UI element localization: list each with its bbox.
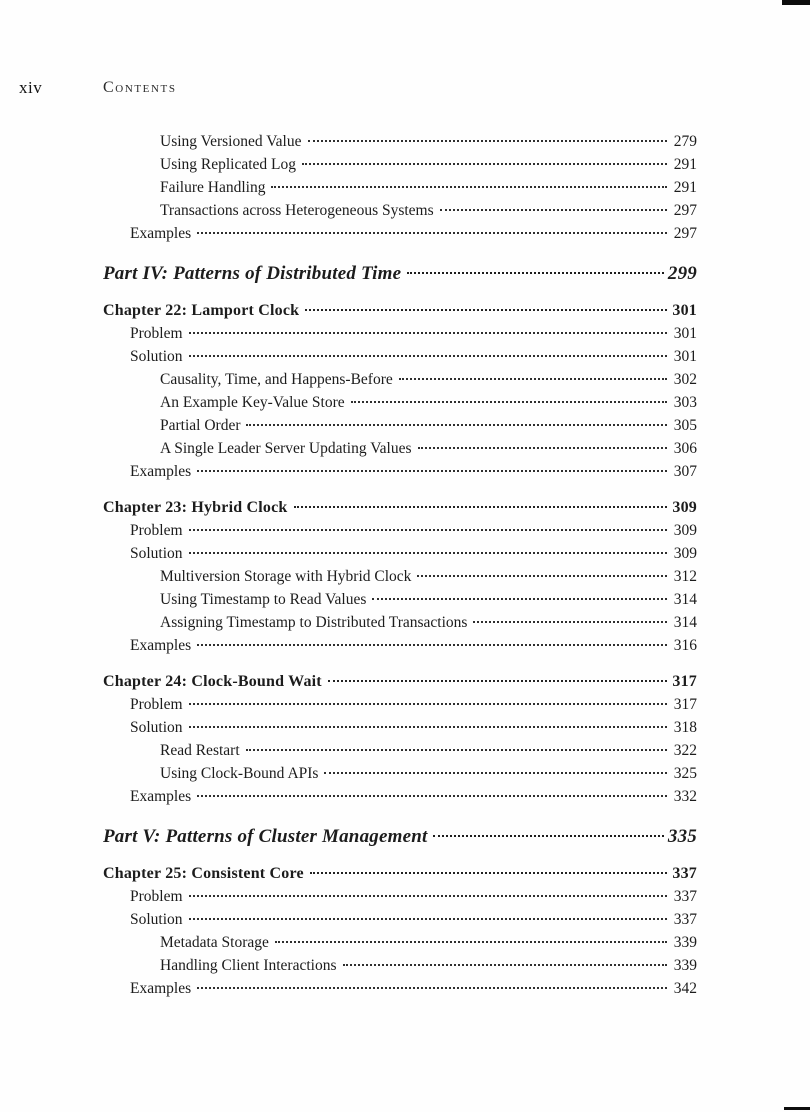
toc-entry-page-number: 279 (673, 133, 697, 150)
toc-entry-label: Problem (130, 325, 183, 342)
dotted-leader (351, 401, 667, 403)
toc-entry-page-number: 305 (673, 417, 697, 434)
toc-entry-label: Assigning Timestamp to Distributed Transactions (160, 614, 468, 631)
dotted-leader (197, 795, 667, 797)
dotted-leader (308, 140, 668, 142)
toc-entry-label: Using Timestamp to Read Values (160, 591, 367, 608)
toc-entry-label: Problem (130, 696, 183, 713)
toc-entry (103, 519, 697, 542)
toc-entry-page-number: 291 (673, 179, 697, 196)
dotted-leader (407, 272, 664, 274)
dotted-leader (433, 835, 663, 837)
dotted-leader (328, 680, 667, 682)
dotted-leader (246, 749, 667, 751)
toc-entry-page-number: 297 (673, 225, 697, 242)
toc-entry-page-number: 317 (673, 696, 697, 713)
toc-entry (103, 222, 697, 245)
dotted-leader (440, 209, 667, 211)
toc-entry (103, 908, 697, 931)
toc-entry-label: Solution (130, 719, 183, 736)
toc-entry (103, 977, 697, 1000)
toc-entry-page-number: 307 (673, 463, 697, 480)
toc-entry-page-number: 309 (672, 499, 697, 516)
dotted-leader (246, 424, 667, 426)
toc-entry-page-number: 299 (667, 263, 697, 284)
dotted-leader (343, 964, 668, 966)
toc-entry-page-number: 314 (673, 591, 697, 608)
running-header (0, 78, 810, 100)
toc-entry-page-number: 318 (673, 719, 697, 736)
toc-entry-page-number: 303 (673, 394, 697, 411)
dotted-leader (189, 918, 667, 920)
dotted-leader (189, 552, 667, 554)
dotted-leader (302, 163, 667, 165)
toc-entry-page-number: 342 (673, 980, 697, 997)
toc-entry (103, 496, 697, 519)
toc-entry-page-number: 309 (673, 545, 697, 562)
toc-entry-label: Part IV: Patterns of Distributed Time (103, 263, 402, 284)
toc-entry-label: A Single Leader Server Updating Values (160, 440, 412, 457)
toc-entry-label: Metadata Storage (160, 934, 269, 951)
toc-entry-label: Partial Order (160, 417, 241, 434)
toc-entry (103, 414, 697, 437)
toc-entry-page-number: 337 (673, 888, 697, 905)
toc-entry (103, 716, 697, 739)
toc-entry-label: Chapter 23: Hybrid Clock (103, 499, 288, 516)
dotted-leader (372, 598, 667, 600)
dotted-leader (275, 941, 667, 943)
toc-entry (103, 261, 697, 286)
toc-entry-label: Read Restart (160, 742, 240, 759)
toc-entry (103, 565, 697, 588)
dotted-leader (399, 378, 667, 380)
toc-entry (103, 785, 697, 808)
toc-entry (103, 153, 697, 176)
toc-entry-label: Examples (130, 980, 192, 997)
toc-entry (103, 885, 697, 908)
toc-entry-label: Handling Client Interactions (160, 957, 337, 974)
scan-artifact-top-right (782, 0, 810, 5)
toc-entry-page-number: 301 (673, 348, 697, 365)
toc-entry (103, 176, 697, 199)
toc-entry (103, 542, 697, 565)
toc-entry (103, 130, 697, 153)
toc-entry-label: Transactions across Heterogeneous Systems (160, 202, 434, 219)
table-of-contents (103, 130, 697, 1000)
toc-entry-label: Failure Handling (160, 179, 266, 196)
toc-entry-page-number: 309 (673, 522, 697, 539)
toc-entry-page-number: 316 (673, 637, 697, 654)
toc-entry-page-number: 339 (673, 957, 697, 974)
toc-entry (103, 611, 697, 634)
toc-entry-label: Multiversion Storage with Hybrid Clock (160, 568, 412, 585)
dotted-leader (189, 703, 667, 705)
toc-entry-label: Solution (130, 911, 183, 928)
toc-entry-label: Examples (130, 225, 192, 242)
toc-entry-label: An Example Key-Value Store (160, 394, 345, 411)
dotted-leader (197, 987, 667, 989)
dotted-leader (418, 447, 667, 449)
toc-entry (103, 299, 697, 322)
dotted-leader (189, 726, 667, 728)
toc-entry-page-number: 339 (673, 934, 697, 951)
toc-entry (103, 693, 697, 716)
toc-entry (103, 862, 697, 885)
toc-entry-page-number: 337 (672, 865, 697, 882)
toc-entry (103, 670, 697, 693)
toc-entry-page-number: 302 (673, 371, 697, 388)
toc-entry (103, 437, 697, 460)
toc-entry (103, 824, 697, 849)
toc-entry-label: Chapter 24: Clock-Bound Wait (103, 673, 322, 690)
toc-entry-label: Part V: Patterns of Cluster Management (103, 826, 428, 847)
page-folio: xiv (19, 78, 43, 97)
toc-entry (103, 634, 697, 657)
toc-entry (103, 199, 697, 222)
scan-artifact-bottom-right (784, 1107, 810, 1110)
toc-entry (103, 460, 697, 483)
dotted-leader (189, 355, 667, 357)
dotted-leader (310, 872, 667, 874)
dotted-leader (189, 529, 667, 531)
toc-entry-page-number: 297 (673, 202, 697, 219)
toc-entry (103, 739, 697, 762)
toc-entry-page-number: 317 (672, 673, 697, 690)
toc-entry-label: Using Clock-Bound APIs (160, 765, 319, 782)
toc-entry-page-number: 322 (673, 742, 697, 759)
toc-entry (103, 391, 697, 414)
toc-entry-label: Problem (130, 888, 183, 905)
toc-entry-label: Solution (130, 348, 183, 365)
dotted-leader (189, 332, 667, 334)
toc-entry (103, 345, 697, 368)
dotted-leader (271, 186, 667, 188)
toc-entry-page-number: 335 (667, 826, 697, 847)
dotted-leader (197, 232, 667, 234)
toc-entry-page-number: 332 (673, 788, 697, 805)
toc-entry-page-number: 312 (673, 568, 697, 585)
toc-entry (103, 954, 697, 977)
dotted-leader (197, 470, 667, 472)
running-header-title: Contents (103, 79, 177, 96)
toc-entry-page-number: 337 (673, 911, 697, 928)
toc-entry-label: Solution (130, 545, 183, 562)
toc-entry-page-number: 301 (672, 302, 697, 319)
toc-entry-label: Problem (130, 522, 183, 539)
toc-entry (103, 762, 697, 785)
toc-entry-label: Using Replicated Log (160, 156, 297, 173)
dotted-leader (417, 575, 667, 577)
toc-entry-page-number: 314 (673, 614, 697, 631)
toc-entry-label: Examples (130, 788, 192, 805)
dotted-leader (324, 772, 667, 774)
toc-entry-label: Examples (130, 463, 192, 480)
toc-entry (103, 931, 697, 954)
toc-entry-page-number: 306 (673, 440, 697, 457)
toc-entry-label: Using Versioned Value (160, 133, 302, 150)
dotted-leader (197, 644, 667, 646)
toc-entry (103, 322, 697, 345)
toc-entry-label: Examples (130, 637, 192, 654)
toc-entry-page-number: 301 (673, 325, 697, 342)
toc-entry (103, 368, 697, 391)
dotted-leader (189, 895, 667, 897)
dotted-leader (294, 506, 667, 508)
dotted-leader (473, 621, 667, 623)
toc-entry-label: Chapter 25: Consistent Core (103, 865, 304, 882)
toc-entry-page-number: 325 (673, 765, 697, 782)
toc-entry-page-number: 291 (673, 156, 697, 173)
toc-entry-label: Chapter 22: Lamport Clock (103, 302, 300, 319)
dotted-leader (305, 309, 667, 311)
toc-entry-label: Causality, Time, and Happens-Before (160, 371, 393, 388)
toc-entry (103, 588, 697, 611)
